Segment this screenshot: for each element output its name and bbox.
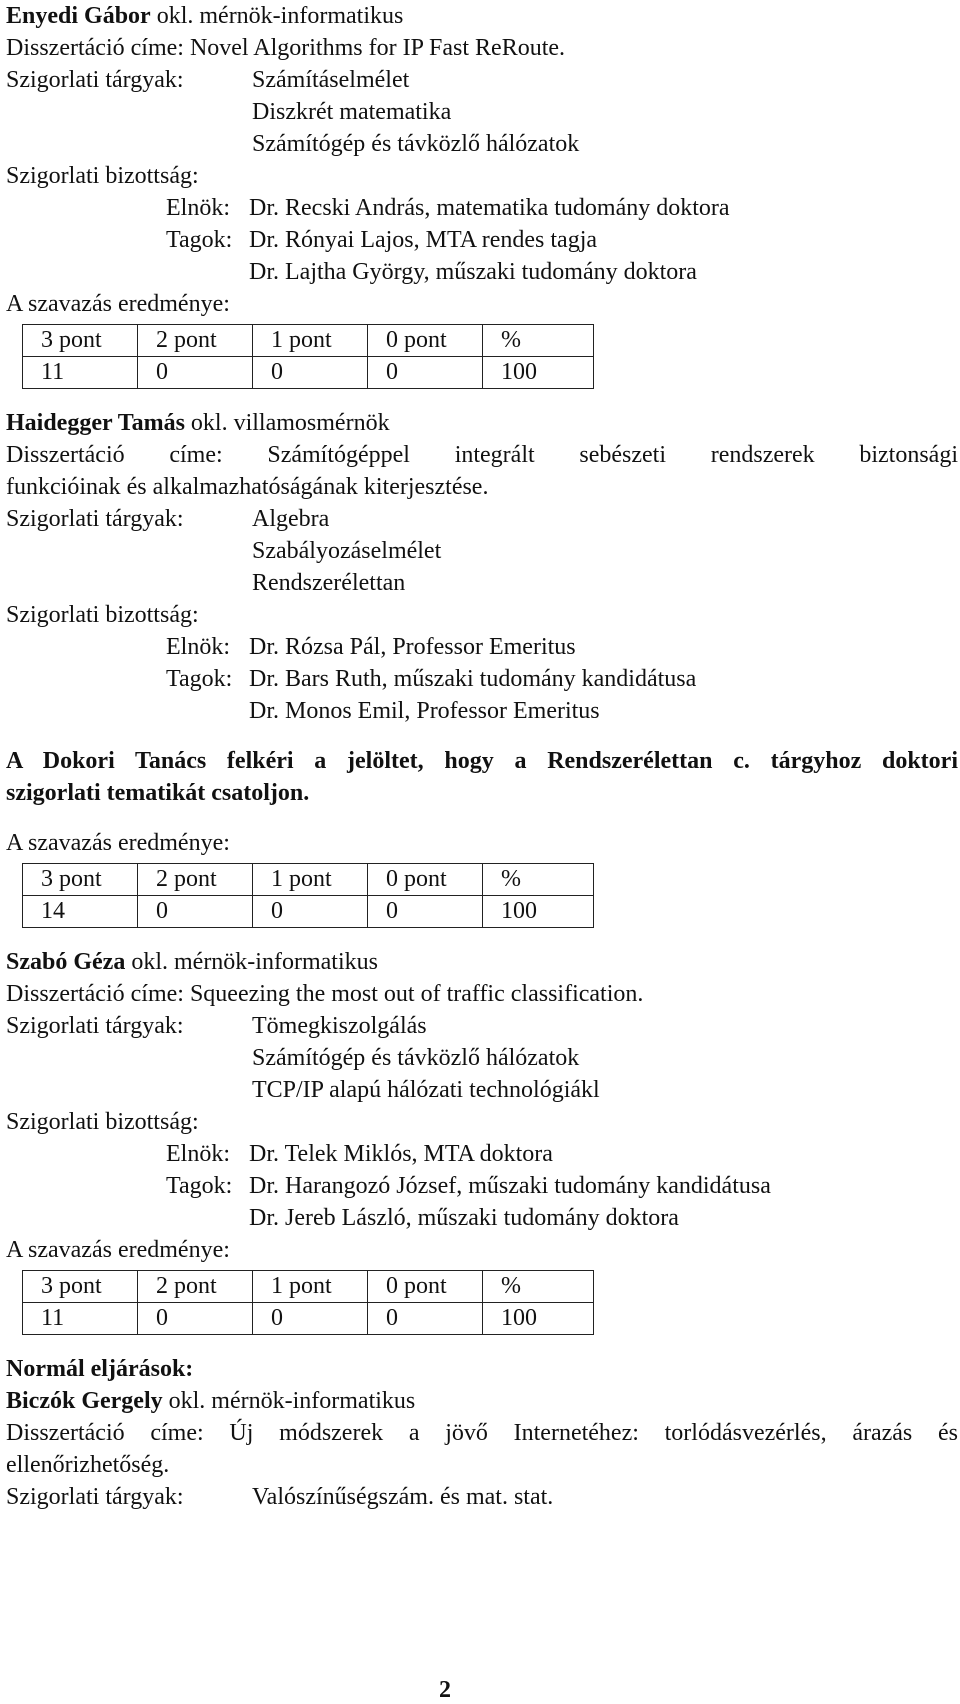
member-name: Dr. Monos Emil, Professor Emeritus — [249, 698, 600, 724]
chair-name: Dr. Telek Miklós, MTA doktora — [249, 1141, 553, 1167]
vote-header-cell: 1 pont — [253, 325, 368, 357]
vote-value-cell: 0 — [368, 1303, 483, 1335]
subject-item: Számítógép és távközlő hálózatok — [252, 1045, 580, 1071]
vote-value-cell: 100 — [483, 1303, 594, 1335]
vote-value-cell: 11 — [23, 357, 138, 389]
vote-value-cell: 0 — [138, 357, 253, 389]
candidate-degree: okl. villamosmérnök — [184, 410, 390, 436]
candidate-name: Biczók Gergely — [6, 1388, 163, 1414]
committee-label: Szigorlati bizottság: — [6, 602, 199, 628]
vote-value-cell: 100 — [483, 896, 594, 928]
committee-label: Szigorlati bizottság: — [6, 1109, 199, 1135]
vote-value-cell: 14 — [23, 896, 138, 928]
member-name: Dr. Jereb László, műszaki tudomány doktora — [249, 1205, 679, 1231]
vote-header-cell: 1 pont — [253, 864, 368, 896]
council-note-line: szigorlati tematikát csatoljon. — [6, 780, 310, 806]
vote-header-cell: % — [483, 325, 594, 357]
vote-header-cell: 2 pont — [138, 1271, 253, 1303]
candidate-entry-1 — [6, 0, 958, 389]
vote-header-row — [23, 325, 594, 357]
vote-header-cell: 0 pont — [368, 1271, 483, 1303]
subject-item: Diszkrét matematika — [252, 99, 452, 125]
vote-header-cell: 0 pont — [368, 325, 483, 357]
candidate-entry-2 — [6, 407, 958, 928]
subjects-label: Szigorlati tárgyak: — [6, 506, 184, 532]
vote-value-cell: 100 — [483, 357, 594, 389]
thesis-title-line: Disszertáció címe: Számítógéppel integrált sebészeti rendszerek biztonsági — [6, 442, 958, 468]
vote-value-cell: 0 — [253, 1303, 368, 1335]
candidate-name: Enyedi Gábor — [6, 3, 151, 29]
vote-label: A szavazás eredménye: — [6, 291, 230, 317]
thesis-title-line: ellenőrizhetőség. — [6, 1452, 170, 1478]
vote-label: A szavazás eredménye: — [6, 830, 230, 856]
chair-name: Dr. Rózsa Pál, Professor Emeritus — [249, 634, 576, 660]
chair-label: Elnök: — [166, 195, 230, 221]
member-name: Dr. Lajtha György, műszaki tudomány doktora — [249, 259, 697, 285]
members-label: Tagok: — [166, 1173, 233, 1199]
member-name: Dr. Harangozó József, műszaki tudomány kandidátusa — [249, 1173, 771, 1199]
vote-header-cell: 3 pont — [23, 325, 138, 357]
vote-value-cell: 0 — [138, 896, 253, 928]
vote-header-cell: % — [483, 864, 594, 896]
member-name: Dr. Bars Ruth, műszaki tudomány kandidátusa — [249, 666, 697, 692]
vote-label: A szavazás eredménye: — [6, 1237, 230, 1263]
subject-item: Tömegkiszolgálás — [252, 1013, 427, 1039]
subject-item: Rendszerélettan — [252, 570, 406, 596]
vote-header-cell: 2 pont — [138, 864, 253, 896]
chair-label: Elnök: — [166, 634, 230, 660]
candidate-name: Haidegger Tamás — [6, 410, 185, 436]
vote-table — [22, 1270, 594, 1335]
vote-value-row — [23, 357, 594, 389]
vote-header-row — [23, 864, 594, 896]
page-number: 2 — [439, 1677, 451, 1703]
vote-header-cell: 1 pont — [253, 1271, 368, 1303]
vote-header-cell: 3 pont — [23, 864, 138, 896]
chair-label: Elnök: — [166, 1141, 230, 1167]
vote-value-cell: 0 — [368, 357, 483, 389]
thesis-title: Squeezing the most out of traffic classification. — [183, 981, 644, 1007]
thesis-label: Disszertáció címe: — [6, 35, 184, 61]
subject-item: Algebra — [252, 506, 330, 532]
vote-header-cell: 3 pont — [23, 1271, 138, 1303]
vote-header-cell: 2 pont — [138, 325, 253, 357]
vote-table — [22, 324, 594, 389]
vote-header-cell: % — [483, 1271, 594, 1303]
document-page — [6, 0, 958, 1513]
thesis-label: Disszertáció címe: — [6, 981, 184, 1007]
subject-item: Számításelmélet — [252, 67, 410, 93]
thesis-title-line: funkcióinak és alkalmazhatóságának kiterjesztése. — [6, 474, 489, 500]
candidate-entry-3 — [6, 946, 958, 1335]
candidate-degree: okl. mérnök-informatikus — [162, 1388, 416, 1414]
vote-value-cell: 0 — [253, 896, 368, 928]
candidate-name: Szabó Géza — [6, 949, 126, 975]
vote-value-cell: 0 — [368, 896, 483, 928]
candidate-degree: okl. mérnök-informatikus — [125, 949, 378, 975]
vote-table — [22, 863, 594, 928]
vote-header-cell: 0 pont — [368, 864, 483, 896]
thesis-title: Novel Algorithms for IP Fast ReRoute. — [183, 35, 566, 61]
thesis-title-line: Disszertáció címe: Új módszerek a jövő Internetéhez: torlódásvezérlés, árazás és — [6, 1420, 958, 1446]
subjects-label: Szigorlati tárgyak: — [6, 1484, 184, 1510]
subjects-label: Szigorlati tárgyak: — [6, 67, 184, 93]
subject-item: Valószínűségszám. és mat. stat. — [252, 1484, 554, 1510]
vote-header-row — [23, 1271, 594, 1303]
section-heading: Normál eljárások: — [6, 1356, 194, 1382]
members-label: Tagok: — [166, 666, 233, 692]
normal-procedures-section — [6, 1353, 958, 1513]
committee-label: Szigorlati bizottság: — [6, 163, 199, 189]
vote-value-cell: 11 — [23, 1303, 138, 1335]
vote-value-row — [23, 896, 594, 928]
subject-item: Számítógép és távközlő hálózatok — [252, 131, 580, 157]
vote-value-row — [23, 1303, 594, 1335]
candidate-degree: okl. mérnök-informatikus — [150, 3, 404, 29]
council-note-line: A Dokori Tanács felkéri a jelöltet, hogy a Rendszerélettan c. tárgyhoz doktori — [6, 748, 958, 774]
member-name: Dr. Rónyai Lajos, MTA rendes tagja — [249, 227, 598, 253]
vote-value-cell: 0 — [253, 357, 368, 389]
subject-item: Szabályozáselmélet — [252, 538, 442, 564]
chair-name: Dr. Recski András, matematika tudomány doktora — [249, 195, 730, 221]
subject-item: TCP/IP alapú hálózati technológiákl — [252, 1077, 600, 1103]
vote-value-cell: 0 — [138, 1303, 253, 1335]
members-label: Tagok: — [166, 227, 233, 253]
subjects-label: Szigorlati tárgyak: — [6, 1013, 184, 1039]
